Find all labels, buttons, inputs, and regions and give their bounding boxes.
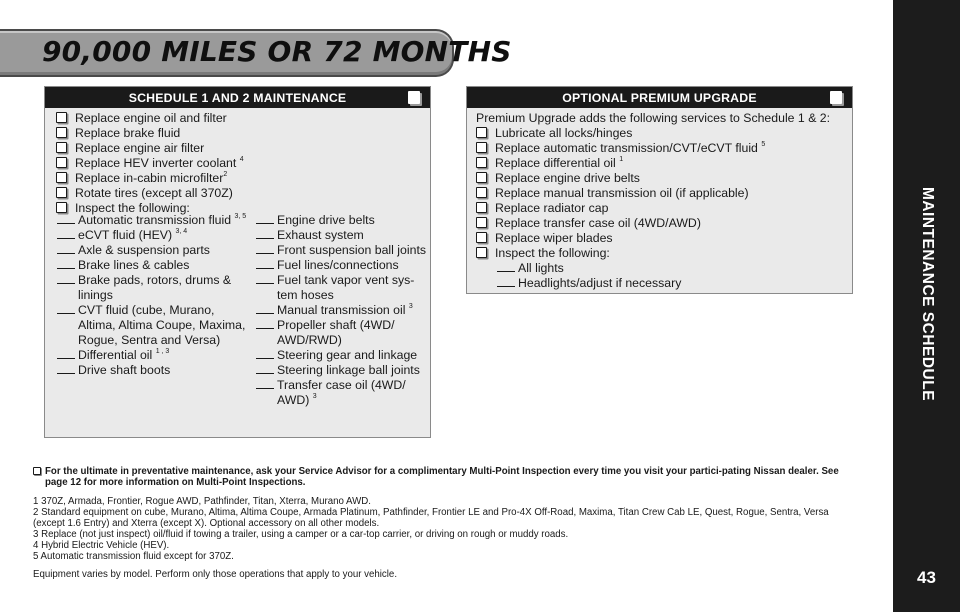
item-text: Replace in-cabin microfilter xyxy=(75,171,224,185)
item-text: Fuel tank vapor vent sys-tem hoses xyxy=(277,273,415,302)
footnote: 5 Automatic transmission fluid except for 370Z. xyxy=(33,551,234,562)
inspect-item-text xyxy=(78,303,247,348)
checkbox-icon xyxy=(476,217,487,228)
item-text: Rotate tires (except all 370Z) xyxy=(75,186,233,200)
checkbox-icon xyxy=(476,187,487,198)
footnote-ref: 2 xyxy=(223,171,228,178)
checklist-item xyxy=(476,141,852,156)
item-text: Replace manual transmission oil (if applicable) xyxy=(495,186,749,200)
inspect-item xyxy=(256,243,428,258)
checkbox-icon xyxy=(56,142,67,153)
checklist-item xyxy=(476,246,852,261)
blank-line-icon xyxy=(57,228,75,239)
inspect-item xyxy=(256,213,428,228)
inspect-item xyxy=(256,303,428,318)
footnote-ref: 3, 5 xyxy=(234,213,247,220)
section-label: MAINTENANCE SCHEDULE xyxy=(919,186,936,402)
checkbox-icon xyxy=(830,91,842,104)
inspect-item-text xyxy=(518,276,852,291)
checklist-item xyxy=(56,111,430,126)
inspect-item xyxy=(256,363,428,378)
blank-line-icon xyxy=(256,378,274,389)
blank-line-icon xyxy=(256,228,274,239)
item-text: All lights xyxy=(518,261,564,275)
inspect-item xyxy=(57,228,247,243)
checkbox-icon xyxy=(476,172,487,183)
inspect-item-text xyxy=(277,378,428,408)
item-text: Replace wiper blades xyxy=(495,231,613,245)
item-text: Steering linkage ball joints xyxy=(277,363,420,377)
inspect-item xyxy=(57,258,247,273)
checklist-item xyxy=(56,156,430,171)
inspect-item-text xyxy=(277,303,428,318)
inspect-item-text xyxy=(277,363,428,378)
footnote-ref: 1 xyxy=(619,156,624,163)
checklist-item xyxy=(476,186,852,201)
inspect-item-text xyxy=(78,258,247,273)
blank-line-icon xyxy=(57,273,75,284)
optional-intro: Premium Upgrade adds the following services to Schedule 1 & 2: xyxy=(476,111,831,125)
item-text: Axle & suspension parts xyxy=(78,243,210,257)
blank-line-icon xyxy=(256,363,274,374)
item-text: Replace engine air filter xyxy=(75,141,205,155)
inspect-item-text xyxy=(78,363,247,378)
inspect-item xyxy=(497,276,852,291)
footnote: 2 Standard equipment on cube, Murano, Altima, Altima Coupe, Armada Platinum, Pathfinder, Frontier LE and Pro-4X Off-Road, Maxima, Titan Crew Cab LE, Quest, Rogue, Sentra, Versa (except 1.6 Entry) and Xterra (except X). Optional accessory on all other models. xyxy=(33,507,829,529)
blank-line-icon xyxy=(256,213,274,224)
optional-box xyxy=(466,86,853,294)
inspect-item xyxy=(256,348,428,363)
inspect-item-text xyxy=(277,213,428,228)
page-title: 90,000 MILES OR 72 MONTHS xyxy=(42,35,512,68)
checklist-item xyxy=(476,126,852,141)
inspect-item-text xyxy=(78,348,247,363)
item-text: Replace radiator cap xyxy=(495,201,609,215)
equipment-note: Equipment varies by model. Perform only those operations that apply to your vehicle. xyxy=(33,569,398,580)
optional-body xyxy=(467,108,852,291)
item-text: Replace engine oil and filter xyxy=(75,111,227,125)
blank-line-icon xyxy=(256,303,274,314)
inspect-item xyxy=(57,243,247,258)
item-text: Lubricate all locks/hinges xyxy=(495,126,633,140)
blank-line-icon xyxy=(256,273,274,284)
optional-items xyxy=(476,126,852,261)
item-text: Front suspension ball joints xyxy=(277,243,427,257)
checkbox-icon xyxy=(476,247,487,258)
blank-line-icon xyxy=(57,243,75,254)
checklist-item xyxy=(476,156,852,171)
blank-line-icon xyxy=(256,318,274,329)
page-number: 43 xyxy=(917,568,936,587)
inspect-column-1 xyxy=(57,213,247,378)
checkbox-icon xyxy=(476,232,487,243)
inspect-item-text xyxy=(78,273,247,303)
checkbox-icon xyxy=(56,127,67,138)
inspect-item xyxy=(256,258,428,273)
checkbox-icon xyxy=(56,202,67,213)
checkbox-icon xyxy=(476,127,487,138)
item-text: CVT fluid (cube, Murano, Altima, Altima Coupe, Maxima, Rogue, Sentra and Versa) xyxy=(78,303,246,347)
blank-line-icon xyxy=(57,213,75,224)
inspect-item-text xyxy=(277,258,428,273)
blank-line-icon xyxy=(57,303,75,314)
item-text: Engine drive belts xyxy=(277,213,375,227)
item-text: eCVT fluid (HEV) xyxy=(78,228,176,242)
checklist-item xyxy=(476,201,852,216)
inspect-item xyxy=(57,213,247,228)
schedule-box xyxy=(44,86,431,438)
item-text: Replace brake fluid xyxy=(75,126,181,140)
item-text: Propeller shaft (4WD/ AWD/RWD) xyxy=(277,318,395,347)
item-text: Replace automatic transmission/CVT/eCVT fluid xyxy=(495,141,762,155)
footnote-ref: 3, 4 xyxy=(175,228,188,235)
item-text: Transfer case oil (4WD/ AWD) xyxy=(277,378,406,407)
checkbox-icon xyxy=(56,157,67,168)
inspect-item xyxy=(57,348,247,363)
inspect-item xyxy=(256,378,428,408)
inspect-item-text xyxy=(277,243,428,258)
blank-line-icon xyxy=(256,348,274,359)
checkbox-icon xyxy=(33,467,41,475)
item-text: Replace differential oil xyxy=(495,156,620,170)
blank-line-icon xyxy=(256,243,274,254)
item-text: Exhaust system xyxy=(277,228,364,242)
checkbox-icon xyxy=(56,172,67,183)
checklist-item xyxy=(476,216,852,231)
inspect-item xyxy=(256,318,428,348)
footnotes xyxy=(33,496,863,562)
checklist-item xyxy=(56,186,430,201)
item-text: Drive shaft boots xyxy=(78,363,171,377)
checklist-item xyxy=(476,171,852,186)
footnote-ref: 3 xyxy=(312,393,317,400)
inspect-item xyxy=(497,261,852,276)
item-text: Automatic transmission fluid xyxy=(78,213,235,227)
inspect-item xyxy=(256,228,428,243)
inspect-item-text xyxy=(78,228,247,243)
optional-header: OPTIONAL PREMIUM UPGRADE xyxy=(467,87,852,108)
footnote: 1 370Z, Armada, Frontier, Rogue AWD, Pathfinder, Titan, Xterra, Murano AWD. xyxy=(33,496,371,507)
checklist-item xyxy=(476,231,852,246)
inspect-item-text xyxy=(78,213,247,228)
footnote-ref: 1 , 3 xyxy=(155,348,170,355)
inspection-tip: For the ultimate in preventative maintenance, ask your Service Advisor for a complimentary Multi-Point Inspection every time you visit your partici-pating Nissan dealer. See page 12 for more information on Multi-Point Inspections. xyxy=(33,466,863,488)
inspect-item-text xyxy=(277,348,428,363)
inspect-item-text xyxy=(277,318,428,348)
checkbox-icon xyxy=(476,157,487,168)
blank-line-icon xyxy=(57,363,75,374)
checkbox-icon xyxy=(56,112,67,123)
blank-line-icon xyxy=(497,261,515,272)
blank-line-icon xyxy=(57,258,75,269)
footnote-ref: 5 xyxy=(761,141,766,148)
item-text: Headlights/adjust if necessary xyxy=(518,276,682,290)
checkbox-icon xyxy=(476,202,487,213)
inspect-item-text xyxy=(78,243,247,258)
checklist-item xyxy=(56,171,430,186)
checklist-item xyxy=(56,126,430,141)
footnote: 3 Replace (not just inspect) oil/fluid if towing a trailer, using a camper or a car-top carrier, or driving on rough or muddy roads. xyxy=(33,529,569,540)
item-text: Manual transmission oil xyxy=(277,303,409,317)
checkbox-icon xyxy=(56,187,67,198)
item-text: Replace engine drive belts xyxy=(495,171,640,185)
item-text: Steering gear and linkage xyxy=(277,348,418,362)
inspect-item xyxy=(57,363,247,378)
item-text: Fuel lines/connections xyxy=(277,258,399,272)
inspect-column-2 xyxy=(256,213,428,408)
item-text: Brake lines & cables xyxy=(78,258,190,272)
inspect-item-text xyxy=(277,273,428,303)
inspect-item xyxy=(256,273,428,303)
checkbox-icon xyxy=(408,91,420,104)
item-text: Replace HEV inverter coolant xyxy=(75,156,240,170)
schedule-header: SCHEDULE 1 AND 2 MAINTENANCE xyxy=(45,87,430,108)
item-text: Brake pads, rotors, drums & linings xyxy=(78,273,232,302)
item-text: Differential oil xyxy=(78,348,156,362)
inspect-item xyxy=(57,273,247,303)
checkbox-icon xyxy=(476,142,487,153)
optional-inspect-list xyxy=(476,261,852,291)
checklist-item xyxy=(56,141,430,156)
blank-line-icon xyxy=(497,276,515,287)
inspect-item-text xyxy=(518,261,852,276)
footnote: 4 Hybrid Electric Vehicle (HEV). xyxy=(33,540,170,551)
inspect-item-text xyxy=(277,228,428,243)
blank-line-icon xyxy=(57,348,75,359)
footnote-ref: 4 xyxy=(239,156,244,163)
footnote-ref: 3 xyxy=(408,303,413,310)
item-text: Inspect the following: xyxy=(75,201,190,215)
item-text: Inspect the following: xyxy=(495,246,610,260)
item-text: Replace transfer case oil (4WD/AWD) xyxy=(495,216,701,230)
inspect-item xyxy=(57,303,247,348)
blank-line-icon xyxy=(256,258,274,269)
notes xyxy=(33,466,863,580)
schedule-items xyxy=(45,108,430,216)
